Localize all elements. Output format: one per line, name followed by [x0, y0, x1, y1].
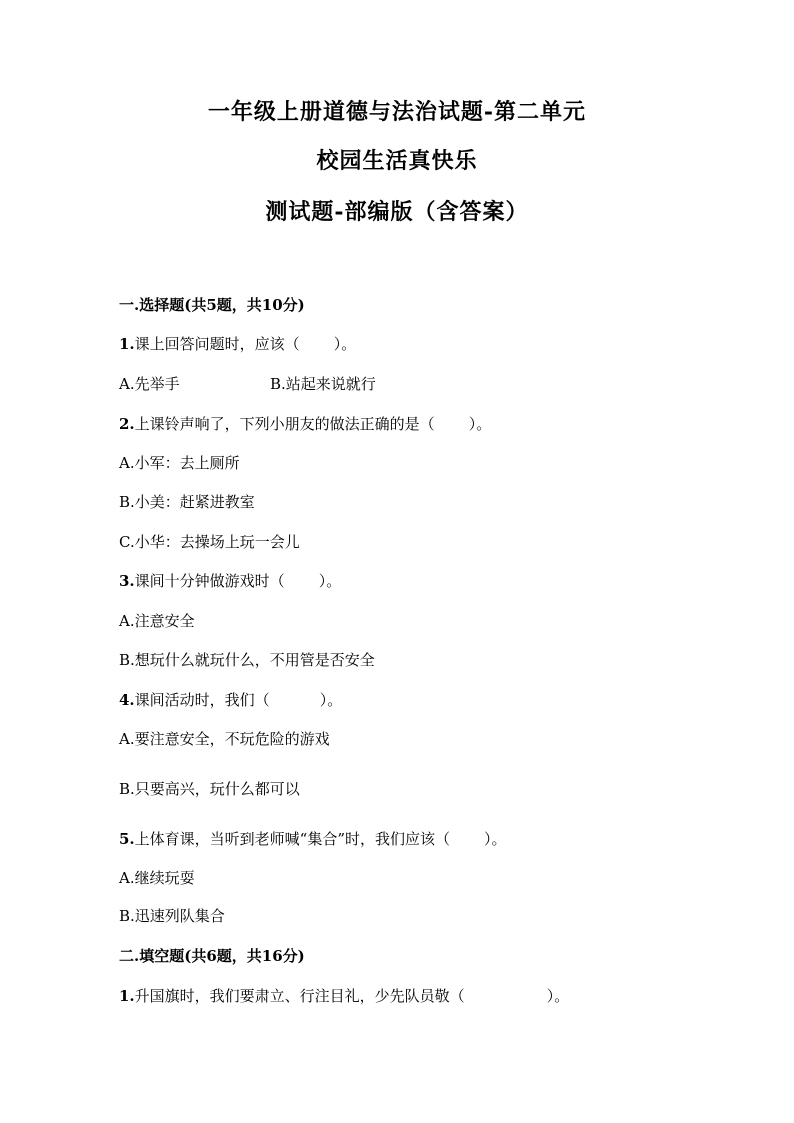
question-1-4 [119, 689, 342, 711]
question-1-2 [119, 413, 491, 435]
option-1-2-a: A.小军：去上厕所 [119, 454, 240, 472]
question-number: 2. [119, 415, 135, 433]
question-number: 4. [119, 691, 135, 709]
option-1-1-b: B.站起来说就行 [270, 375, 376, 393]
question-number: 5. [119, 830, 135, 848]
option-1-2-b: B.小美：赶紧进教室 [119, 493, 255, 511]
question-text: 上体育课，当听到老师喊“集合”时，我们应该（ [134, 830, 451, 848]
title-line-3: 测试题-部编版（含答案） [265, 199, 529, 225]
question-text-end: ）。 [546, 987, 570, 1005]
option-1-3-a: A.注意安全 [119, 612, 195, 630]
question-number: 3. [119, 572, 135, 590]
question-text-end: ）。 [333, 335, 357, 353]
section-1-heading: 一.选择题(共5题，共10分) [119, 296, 305, 314]
section-2-heading: 二.填空题(共6题，共16分) [119, 947, 305, 965]
question-text-end: ）。 [468, 415, 492, 433]
question-text-end: ）。 [484, 830, 507, 848]
question-1-3 [119, 570, 341, 592]
question-number: 1. [119, 987, 135, 1005]
question-text: 上课铃声响了，下列小朋友的做法正确的是（ [134, 415, 435, 433]
option-1-5-b: B.迅速列队集合 [119, 907, 225, 925]
option-1-1-a: A.先举手 [119, 375, 180, 393]
option-1-2-c: C.小华：去操场上玩一会儿 [119, 533, 300, 551]
option-1-5-a: A.继续玩耍 [119, 869, 195, 887]
option-1-3-b: B.想玩什么就玩什么，不用管是否安全 [119, 651, 375, 669]
option-1-4-a: A.要注意安全，不玩危险的游戏 [119, 730, 330, 748]
question-text: 升国旗时，我们要肃立、行注目礼，少先队员敬（ [134, 987, 465, 1005]
question-text: 课间十分钟做游戏时（ [134, 572, 285, 590]
title-line-1: 一年级上册道德与法治试题-第二单元 [207, 99, 587, 125]
question-1-5 [119, 828, 507, 850]
question-text: 课上回答问题时，应该（ [134, 335, 300, 353]
question-1-1 [119, 333, 356, 355]
title-line-2: 校园生活真快乐 [316, 148, 478, 174]
question-2-1 [119, 985, 569, 1007]
question-text: 课间活动时，我们（ [134, 691, 270, 709]
question-number: 1. [119, 335, 135, 353]
question-text-end: ）。 [319, 691, 343, 709]
question-text-end: ）。 [318, 572, 342, 590]
option-1-4-b: B.只要高兴，玩什么都可以 [119, 780, 300, 798]
